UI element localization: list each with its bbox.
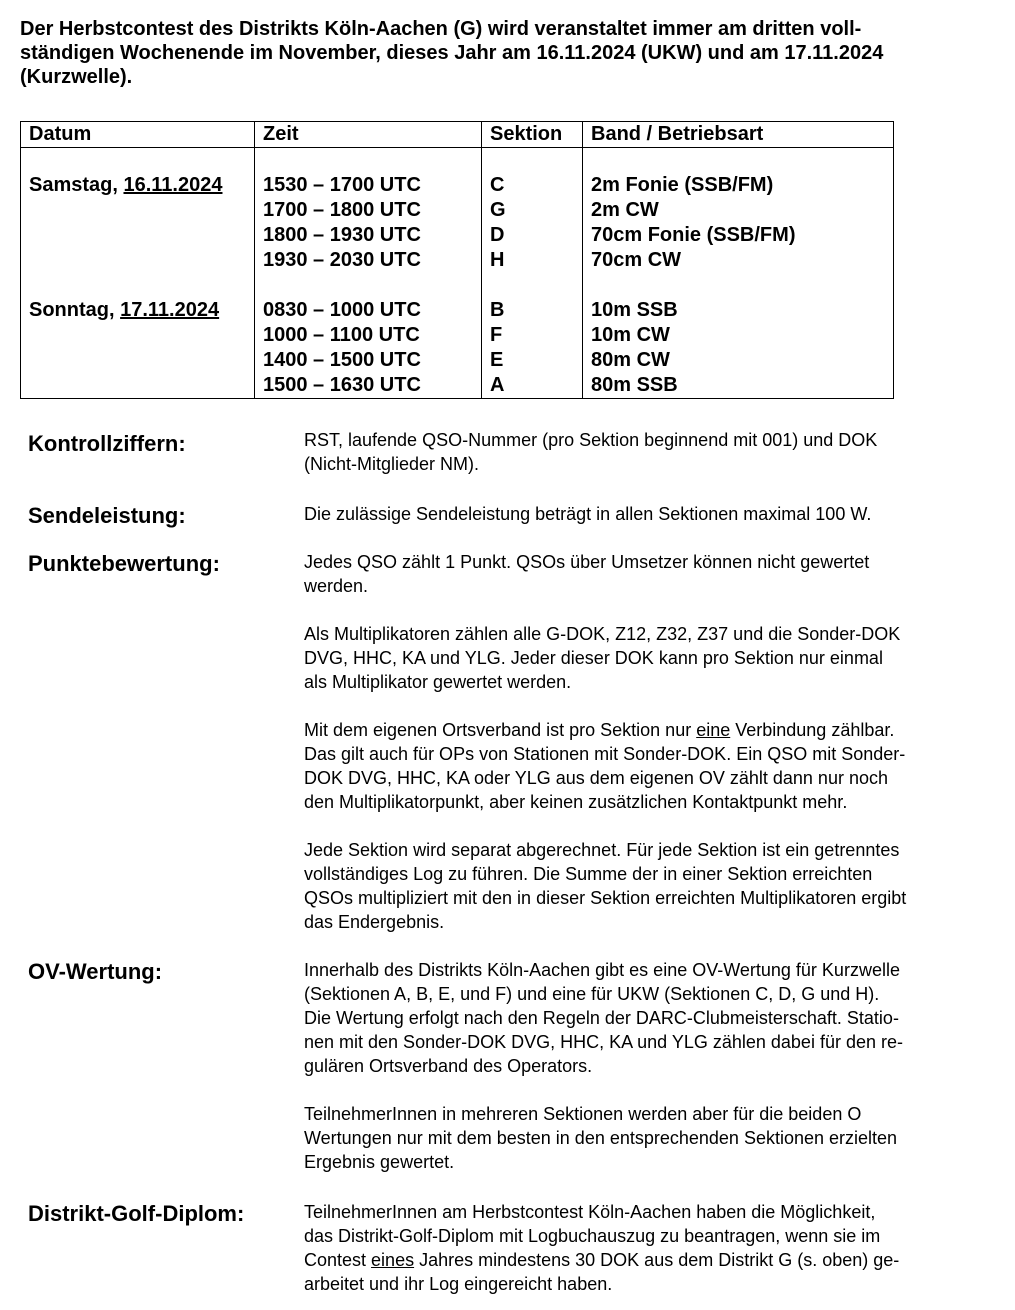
date-saturday: 16.11.2024 [123,174,223,196]
band-mode: 10m CW [591,324,670,346]
header-band: Band / Betriebsart [583,122,894,148]
day-saturday: Samstag, 16.11.2024 [29,174,223,196]
band-mode: 80m SSB [591,374,678,396]
time-slot: 0830 – 1000 UTC [263,299,421,321]
section-letter: E [490,349,504,371]
time-slot: 1530 – 1700 UTC [263,174,421,196]
underlined-word: eine [696,720,731,740]
section-letter: H [490,249,505,271]
intro-line: Der Herbstcontest des Distrikts Köln-Aachen (G) wird veranstaltet immer am dritten voll- [20,18,862,40]
paragraph: Als Multiplikatoren zählen alle G-DOK, Z12, Z32, Z37 und die Sonder-DOK DVG, HHC, KA und YLG. Jeder dieser DOK kann pro Sektion nur einmal als Multiplikator gewertet werden. [304,624,901,692]
table-body-row [21,148,894,399]
section-label: OV-Wertung: [28,959,163,984]
section-body: Die zulässige Sendeleistung beträgt in allen Sektionen maximal 100 W. [304,504,872,524]
section-label: Sendeleistung: [28,503,186,528]
paragraph: Jedes QSO zählt 1 Punkt. QSOs über Umsetzer können nicht gewertet werden. [304,552,870,596]
section-body: TeilnehmerInnen am Herbstcontest Köln-Aachen haben die Möglichkeit, das Distrikt-Golf-Diplom mit Logbuchauszug zu beantragen, wenn sie im Contest eines Jahres mindestens 30 DOK aus dem Distrikt G (s. oben) ge- arbeitet und ihr Log eingereicht haben. [304,1202,900,1294]
datum-cell [21,148,255,399]
band-mode: 2m CW [591,199,659,221]
section-label: Kontrollziffern: [28,431,186,456]
section-label: Distrikt-Golf-Diplom: [28,1201,245,1226]
section-letter: G [490,199,506,221]
section-letter: C [490,174,505,196]
intro-line: (Kurzwelle). [20,66,133,88]
zeit-cell [255,148,482,399]
paragraph: Jede Sektion wird separat abgerechnet. Für jede Sektion ist ein getrenntes vollständiges Log zu führen. Die Summe der in einer Sektion erreichten QSOs multipliziert mit den in dieser Sektion erreichten Multiplikatoren ergibt das Endergebnis. [304,840,907,932]
section-letter: B [490,299,505,321]
schedule-table [20,121,894,399]
intro-paragraph [20,17,990,89]
section-letter: F [490,324,503,346]
time-slot: 1930 – 2030 UTC [263,249,421,271]
band-cell [583,148,894,399]
section-body [304,550,980,934]
underlined-word: eines [371,1250,415,1270]
band-mode: 2m Fonie (SSB/FM) [591,174,774,196]
section-letter: D [490,224,505,246]
time-slot: 1700 – 1800 UTC [263,199,421,221]
section-letter: A [490,374,505,396]
header-datum: Datum [21,122,255,148]
intro-line: ständigen Wochenende im November, dieses Jahr am 16.11.2024 (UKW) und am 17.11.2024 [20,42,884,64]
sektion-cell [482,148,583,399]
band-mode: 70cm Fonie (SSB/FM) [591,224,796,246]
time-slot: 1500 – 1630 UTC [263,374,421,396]
time-slot: 1000 – 1100 UTC [263,324,420,346]
header-sektion: Sektion [482,122,583,148]
band-mode: 80m CW [591,349,670,371]
band-mode: 10m SSB [591,299,678,321]
day-sunday: Sonntag, 17.11.2024 [29,299,220,321]
header-zeit: Zeit [255,122,482,148]
section-label: Punktebewertung: [28,551,220,576]
paragraph: TeilnehmerInnen in mehreren Sektionen werden aber für die beiden O Wertungen nur mit dem besten in den entsprechenden Sektionen erzielten Ergebnis gewertet. [304,1104,898,1172]
paragraph: Mit dem eigenen Ortsverband ist pro Sektion nur eine Verbindung zählbar. Das gilt auch für OPs von Stationen mit Sonder-DOK. Ein QSO mit Sonder- DOK DVG, HHC, KA oder YLG aus dem eigenen OV zählt dann nur noch den Multiplikatorpunkt, aber keinen zusätzlichen Kontaktpunkt mehr. [304,720,906,812]
section-body [304,958,980,1174]
section-body: RST, laufende QSO-Nummer (pro Sektion beginnend mit 001) und DOK (Nicht-Mitglieder NM). [304,430,878,474]
band-mode: 70cm CW [591,249,682,271]
date-sunday: 17.11.2024 [120,299,220,321]
paragraph: Innerhalb des Distrikts Köln-Aachen gibt es eine OV-Wertung für Kurzwelle (Sektionen A, B, E, und F) und eine für UKW (Sektionen C, D, G und H). Die Wertung erfolgt nach den Regeln der DARC-Clubmeisterschaft. Statio- nen mit den Sonder-DOK DVG, HHC, KA und YLG zählen dabei für den re- gulären Ortsverband des Operators. [304,960,903,1076]
time-slot: 1800 – 1930 UTC [263,224,421,246]
table-header-row [21,122,894,148]
time-slot: 1400 – 1500 UTC [263,349,421,371]
